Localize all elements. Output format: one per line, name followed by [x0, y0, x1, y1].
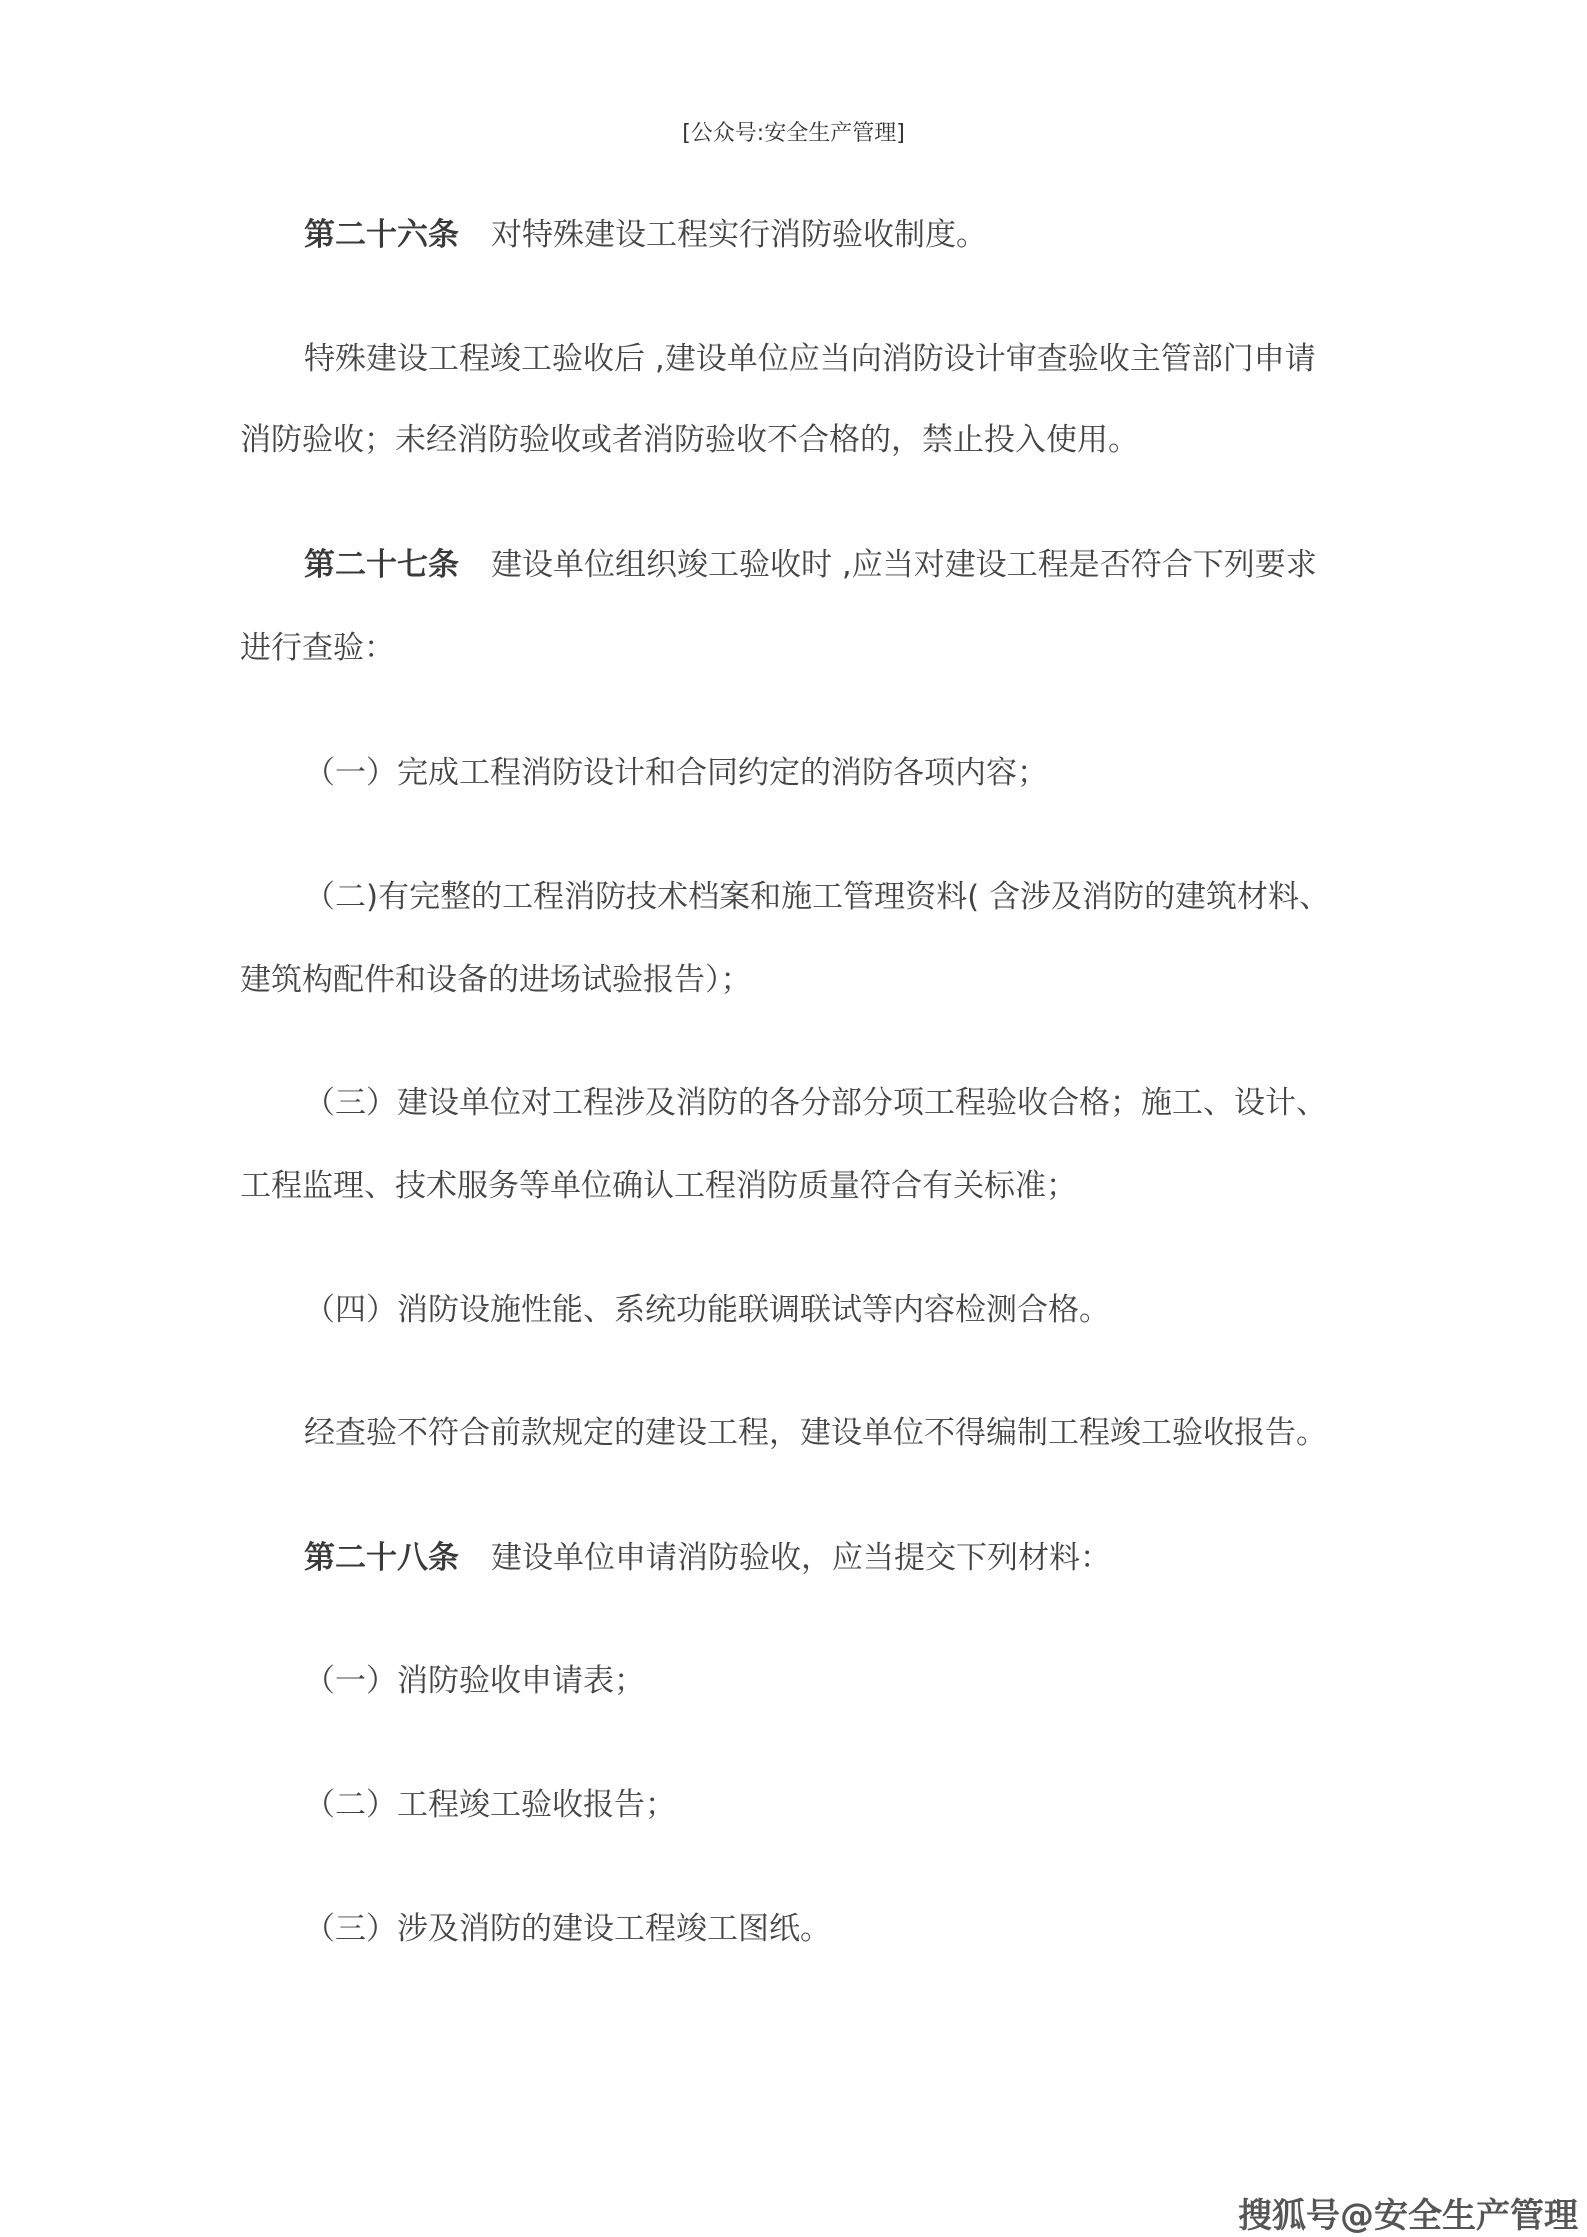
article-number: 第二十七条	[304, 547, 459, 583]
article-text: 建设单位申请消防验收，应当提交下列材料：	[491, 1540, 1111, 1576]
article-number: 第二十八条	[304, 1540, 459, 1576]
paragraph-line: 消防验收；未经消防验收或者消防验收不合格的，禁止投入使用。	[240, 422, 1139, 458]
list-item: （一）消防验收申请表；	[304, 1663, 645, 1699]
list-item: （二)有完整的工程消防技术档案和施工管理资料( 含涉及消防的建筑材料、	[304, 879, 1331, 915]
paragraph-line: 特殊建设工程竣工验收后 ,建设单位应当向消防设计审查验收主管部门申请	[304, 341, 1316, 377]
paragraph-line: 进行查验：	[240, 630, 395, 666]
page-header: [公众号:安全生产管理]	[682, 121, 905, 146]
article-text: 建设单位组织竣工验收时 ,应当对建设工程是否符合下列要求	[491, 547, 1317, 583]
article-26	[304, 214, 987, 256]
paragraph-line: 建筑构配件和设备的进场试验报告）；	[240, 962, 752, 998]
list-item: （三）涉及消防的建设工程竣工图纸。	[304, 1911, 831, 1947]
paragraph-line: 经查验不符合前款规定的建设工程，建设单位不得编制工程竣工验收报告。	[304, 1415, 1327, 1451]
article-27	[304, 544, 1317, 586]
article-28	[304, 1537, 1111, 1579]
article-text: 对特殊建设工程实行消防验收制度。	[491, 217, 987, 253]
list-item: （四）消防设施性能、系统功能联调联试等内容检测合格。	[304, 1292, 1110, 1328]
article-number: 第二十六条	[304, 217, 459, 253]
paragraph-line: 工程监理、技术服务等单位确认工程消防质量符合有关标准；	[240, 1168, 1077, 1204]
list-item: （三）建设单位对工程涉及消防的各分部分项工程验收合格；施工、设计、	[304, 1085, 1327, 1121]
watermark: 搜狐号@安全生产管理	[1238, 2196, 1578, 2236]
list-item: （二）工程竣工验收报告；	[304, 1787, 676, 1823]
list-item: （一）完成工程消防设计和合同约定的消防各项内容；	[304, 755, 1048, 791]
